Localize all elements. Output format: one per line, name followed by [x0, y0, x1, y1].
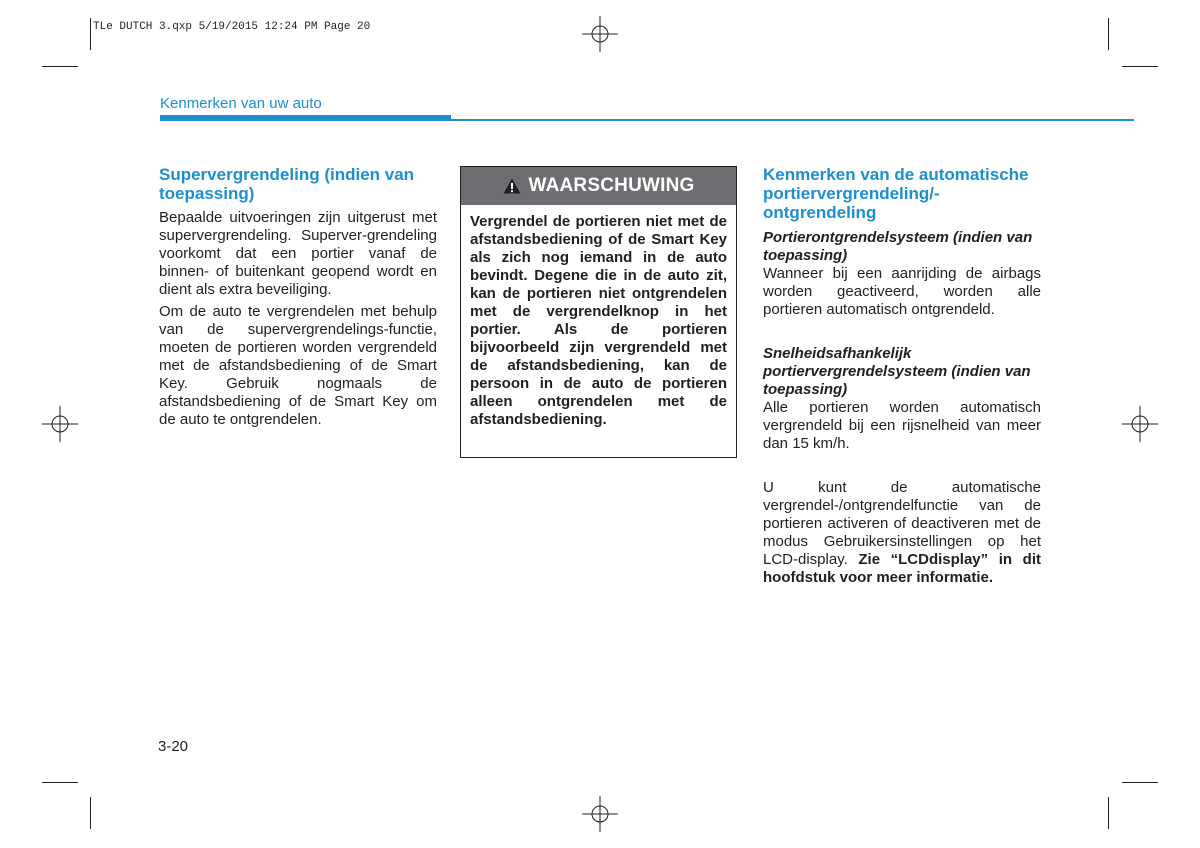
right-paragraph-3 — [763, 479, 1041, 587]
print-slug: TLe DUTCH 3.qxp 5/19/2015 12:24 PM Page 20 — [93, 21, 371, 33]
supervergrendeling-heading: Supervergrendeling (indien van toepassing) — [159, 165, 415, 203]
warning-triangle-icon — [503, 178, 521, 194]
crop-mark — [1108, 797, 1109, 829]
unlock-system-subheading: Portierontgrendelsysteem (indien van toepassing) — [763, 229, 1033, 264]
crop-mark — [42, 66, 78, 67]
header-rule-thick — [160, 115, 451, 121]
warning-header — [461, 167, 736, 205]
warning-text: Vergrendel de portieren niet met de afstandsbediening of de Smart Key als zich nog iemand in de auto bevindt. Degene die in de auto zit, kan de portieren niet ontgrendelen met de vergrendelknop in het portier. Als de portieren bijvoorbeeld zijn vergrendeld met de afstandsbediening, kan de persoon in de auto de portieren alleen ontgrendelen met de afstandsbediening. — [470, 213, 727, 428]
speed-lock-subheading: Snelheidsafhankelijk portiervergrendelsysteem (indien van toepassing) — [763, 345, 1031, 398]
registration-mark-icon — [582, 796, 618, 832]
automatic-locking-heading: Kenmerken van de automatische portiervergrendeling/-ontgrendeling — [763, 165, 1029, 222]
left-column — [159, 165, 437, 433]
crop-mark — [42, 782, 78, 783]
crop-mark — [90, 18, 91, 50]
left-paragraph-1: Bepaalde uitvoeringen zijn uitgerust met supervergrendeling. Superver-grendeling voorkomt dat een portier vanaf de binnen- of buitenkant geopend wordt en dient als extra beveiliging. — [159, 209, 437, 298]
crop-mark — [1122, 782, 1158, 783]
header-rule-thin — [451, 119, 1134, 121]
left-paragraph-2: Om de auto te vergrendelen met behulp van de supervergrendelings-functie, moeten de portieren worden vergrendeld met de afstandsbediening of de Smart Key. Gebruik nogmaals de afstandsbediening of de Smart Key om de auto te ontgrendelen. — [159, 303, 437, 428]
warning-box — [460, 166, 737, 458]
crop-mark — [1108, 18, 1109, 50]
warning-title: WAARSCHUWING — [528, 175, 695, 196]
right-paragraph-3-text: U kunt de automatische vergrendel-/ontgrendelfunctie van de portieren activeren of deactiveren met de modus Gebruikersinstellingen op het LCD-display. — [763, 479, 1041, 568]
right-paragraph-2: Alle portieren worden automatisch vergrendeld bij een rijsnelheid van meer dan 15 km/h. — [763, 399, 1041, 452]
registration-mark-icon — [582, 16, 618, 52]
page-number: 3-20 — [158, 738, 189, 755]
crop-mark — [1122, 66, 1158, 67]
registration-mark-icon — [1122, 406, 1158, 442]
right-column — [763, 165, 1041, 591]
right-paragraph-1: Wanneer bij een aanrijding de airbags worden geactiveerd, worden alle portieren automatisch ontgrendeld. — [763, 265, 1041, 318]
crop-mark — [90, 797, 91, 829]
section-title: Kenmerken van uw auto — [160, 95, 322, 112]
lcd-display-reference: Zie “LCDdisplay” in dit hoofdstuk voor meer informatie. — [763, 551, 1041, 586]
registration-mark-icon — [42, 406, 78, 442]
